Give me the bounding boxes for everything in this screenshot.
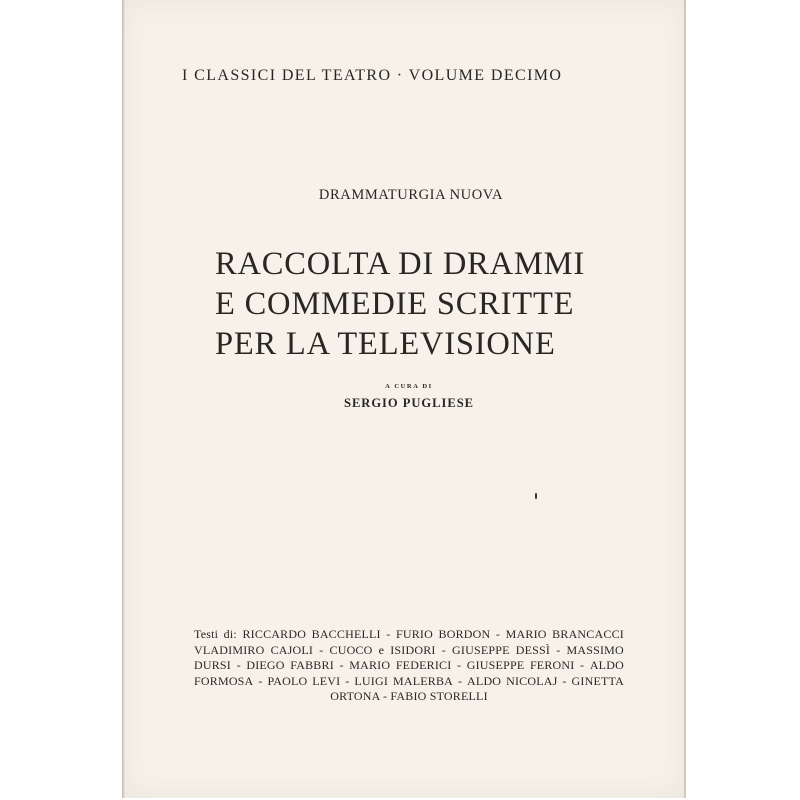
author-word: -: [456, 658, 462, 672]
author-word: -: [345, 673, 350, 688]
subtitle: DRAMMATURGIA NUOVA: [318, 187, 504, 203]
author-word: -: [441, 642, 446, 657]
author-word: -: [386, 627, 391, 641]
author-word: FERONI: [529, 658, 575, 672]
author-word: DIEGO: [246, 658, 285, 672]
authors-line: [194, 658, 624, 674]
author-word: DURSI: [194, 658, 232, 672]
author-word: LUIGI: [354, 673, 389, 688]
authors-line: [194, 674, 624, 690]
authors-list: [194, 627, 624, 705]
book-title: [215, 244, 635, 364]
author-word: di:: [223, 627, 237, 641]
author-word: VLADIMIRO: [194, 642, 265, 657]
author-word: MALERBA: [392, 673, 454, 688]
author-word: ISIDORI: [390, 642, 436, 657]
author-word: -: [319, 642, 324, 657]
author-word: GIUSEPPE: [452, 642, 510, 657]
author-word: FABBRI: [290, 658, 334, 672]
authors-line: [194, 643, 624, 659]
author-word: -: [236, 658, 241, 672]
author-word: RICCARDO: [242, 627, 307, 641]
author-word: -: [562, 673, 567, 688]
title-line: RACCOLTA DI DRAMMI: [215, 246, 585, 282]
author-word: CAJOLI: [270, 642, 314, 657]
author-word: FORMOSA: [194, 673, 254, 688]
ink-speck: [535, 493, 537, 499]
author-word: BRANCACCI: [552, 627, 624, 641]
title-line: PER LA TELEVISIONE: [215, 326, 556, 362]
author-word: BORDON: [438, 627, 491, 641]
author-word: DESSÌ: [515, 642, 551, 657]
author-word: MASSIMO: [566, 642, 624, 657]
author-word: -: [339, 658, 344, 672]
author-word: FURIO: [395, 627, 433, 641]
author-word: -: [495, 627, 501, 641]
title-line: E COMMEDIE SCRITTE: [215, 286, 575, 322]
curator-label: A CURA DI: [385, 383, 433, 390]
author-word: CUOCO: [329, 642, 373, 657]
author-word: -: [457, 673, 463, 688]
author-word: ALDO: [589, 658, 624, 672]
author-word: MARIO: [505, 627, 547, 641]
series-heading: I CLASSICI DEL TEATRO · VOLUME DECIMO: [182, 67, 563, 84]
author-word: GINETTA: [571, 673, 624, 688]
author-word: BACCHELLI: [311, 627, 381, 641]
author-word: MARIO: [349, 658, 391, 672]
author-word: ALDO: [467, 673, 502, 688]
author-word: Testi: [194, 627, 219, 641]
author-word: -: [258, 673, 263, 688]
author-word: -: [580, 658, 585, 672]
author-word: LEVI: [312, 673, 341, 688]
author-word: e: [378, 642, 385, 657]
author-word: PAOLO: [267, 673, 308, 688]
curator-name: SERGIO PUGLIESE: [344, 396, 474, 410]
author-word: NICOLAJ: [506, 673, 558, 688]
authors-line: [194, 627, 624, 643]
author-word: -: [556, 642, 561, 657]
authors-line: ORTONA - FABIO STORELLI: [330, 689, 488, 703]
author-word: FEDERICI: [395, 658, 452, 672]
author-word: GIUSEPPE: [466, 658, 525, 672]
title-page: [122, 0, 686, 798]
